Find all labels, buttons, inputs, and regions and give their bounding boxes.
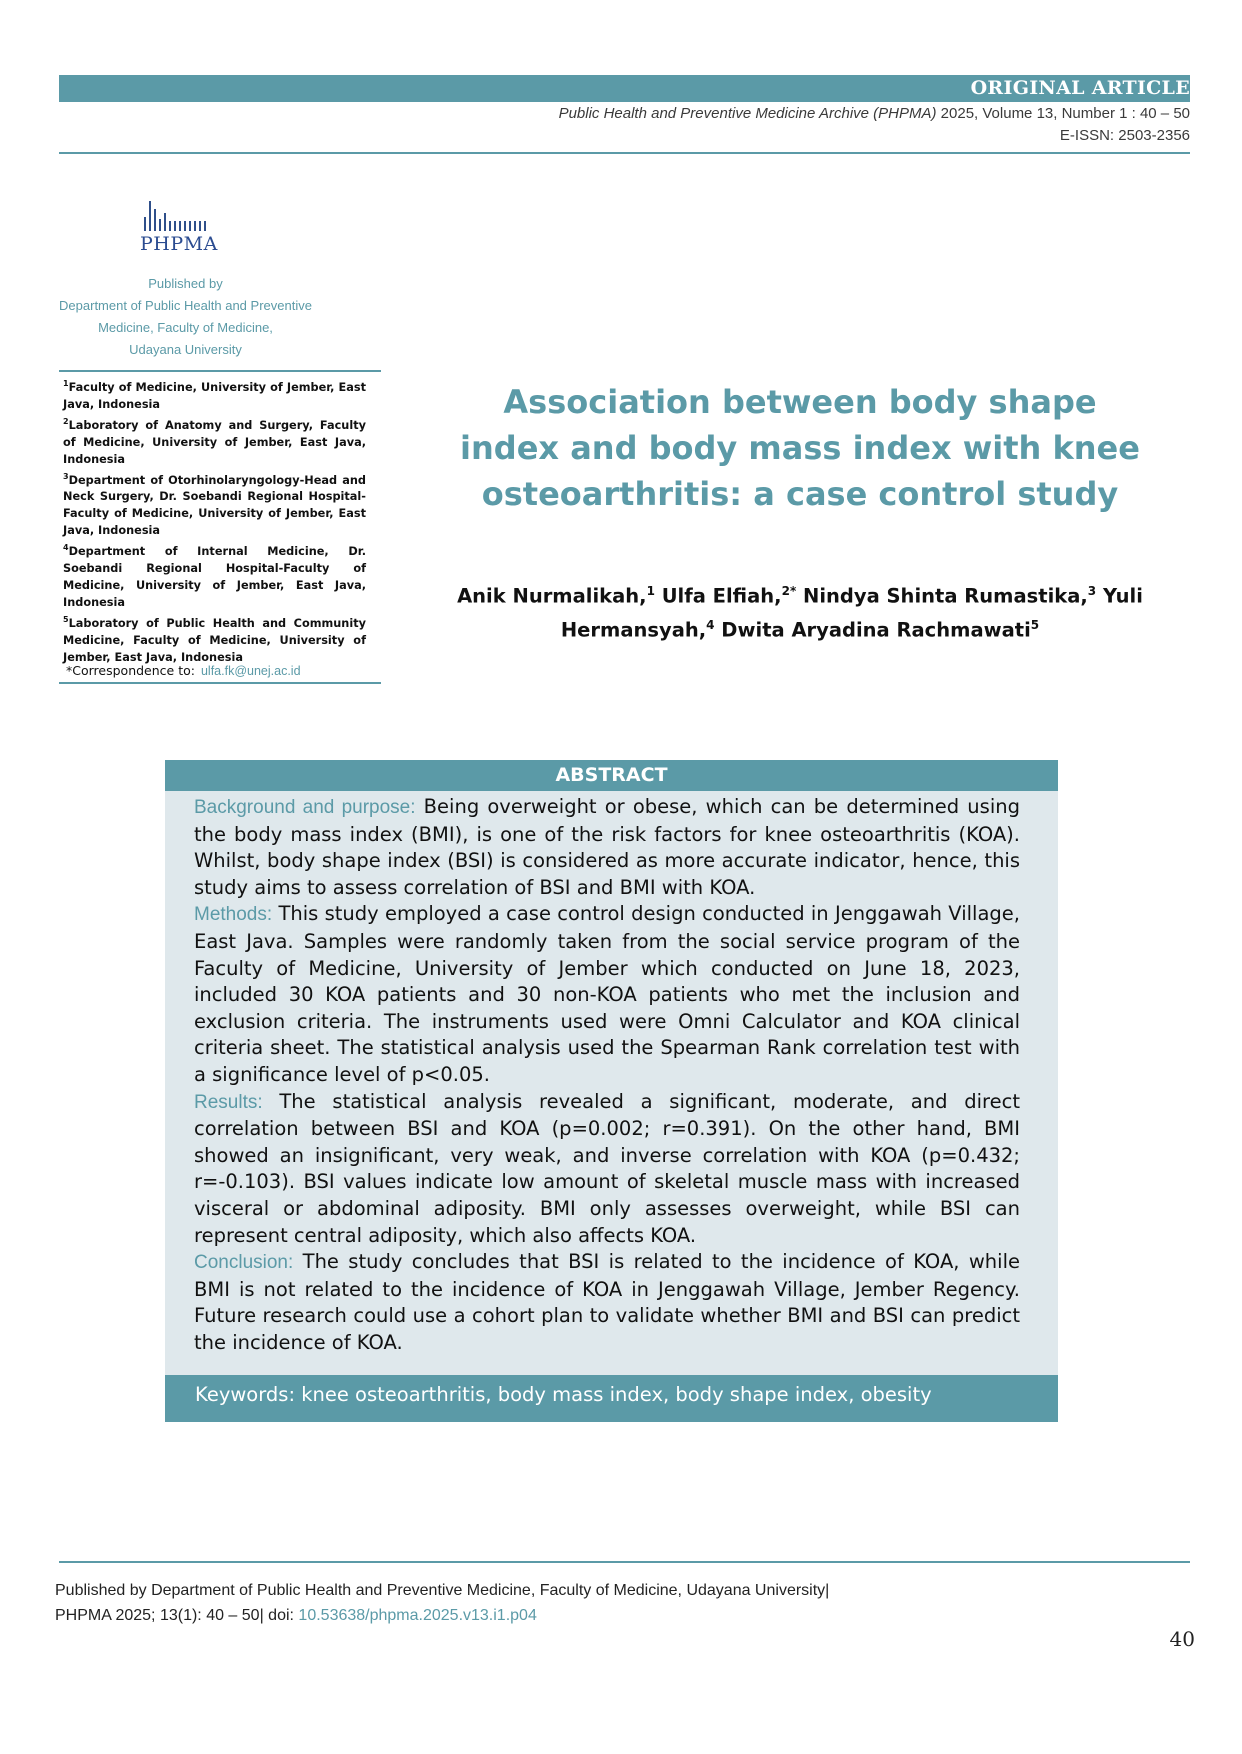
abstract-section-results (194, 1089, 1020, 1250)
affiliations-list (63, 375, 366, 666)
barcode-logo-icon (144, 197, 260, 231)
publisher-line: Department of Public Health and Preventive (59, 298, 312, 313)
author-name: Nindya Shinta Rumastika, (796, 584, 1088, 608)
footer-citation (55, 1607, 537, 1625)
affiliation-item: $^4$Department of Internal Medicine, Dr. Soebandi Regional Hospital-Faculty of Medicine, University of Jember, East Java, Indonesia (63, 543, 366, 610)
section-text: This study employed a case control design conducted in Jenggawah Village, East Java. Samples were randomly taken from the social service program of the Faculty of Medicine, University of Jember which conducted on June 18, 2023, included 30 KOA patients and 30 non-KOA patients who met the inclusion and exclusion criteria. The instruments used were Omni Calculator and KOA clinical criteria sheet. The statistical analysis used the Spearman Rank correlation test with a significance level of p<0.05. (194, 902, 1020, 1086)
page-number: 40 (1169, 1627, 1195, 1651)
keywords-bar (165, 1375, 1058, 1422)
footer-divider (59, 1561, 1190, 1563)
doi-link[interactable]: 10.53638/phpma.2025.v13.i1.p04 (298, 1607, 537, 1624)
section-label: Methods: (194, 904, 273, 926)
author-list (450, 577, 1150, 644)
author-name: Ulfa Elfiah, (654, 584, 782, 608)
publisher-line: Medicine, Faculty of Medicine, (98, 320, 273, 335)
article-title: Association between body shape index and body mass index with knee osteoarthritis: a case control study (460, 383, 1140, 513)
author-affiliation-marker: 5 (1030, 617, 1040, 632)
affiliation-item: $^3$Department of Otorhinolaryngology-Head and Neck Surgery, Dr. Soebandi Regional Hospital-Faculty of Medicine, University of Jember, East Java, Indonesia (63, 471, 366, 538)
publisher-line: Published by (148, 276, 223, 291)
journal-name: Public Health and Preventive Medicine Archive (PHPMA) (558, 105, 937, 122)
author-affiliation-marker: 2* (781, 584, 797, 598)
affiliations-divider-bottom (59, 682, 381, 684)
section-label: Conclusion: (194, 1252, 294, 1274)
affiliation-item: $^2$Laboratory of Anatomy and Surgery, Faculty of Medicine, University of Jember, East Java, Indonesia (63, 416, 366, 466)
section-label: Results: (194, 1091, 263, 1113)
article-type-label: ORIGINAL ARTICLE (970, 77, 1190, 99)
keywords-text: Keywords: knee osteoarthritis, body mass index, body shape index, obesity (195, 1383, 932, 1406)
abstract-section-conclusion (194, 1249, 1020, 1356)
eissn-label: E-ISSN: 2503-2356 (1059, 127, 1190, 144)
author-name: Yuli Hermansyah, (560, 584, 1143, 641)
footer-citation-text: PHPMA 2025; 13(1): 40 – 50| doi: (55, 1607, 299, 1624)
abstract-section-methods (194, 901, 1020, 1088)
abstract-body (194, 794, 1020, 1356)
abstract-section-background (194, 794, 1020, 901)
publisher-block (59, 273, 312, 361)
journal-issue: 2025, Volume 13, Number 1 : 40 – 50 (936, 105, 1190, 122)
correspondence-email-link[interactable]: ulfa.fk@unej.ac.id (200, 664, 301, 678)
section-label: Background and purpose: (194, 797, 416, 818)
section-text: Being overweight or obese, which can be determined using the body mass index (BMI), is one of the risk factors for knee osteoarthritis (KOA). Whilst, body shape index (BSI) is considered as more accurate indicator, hence, this study aims to assess correlation of BSI and BMI with KOA. (194, 795, 1020, 899)
abstract-heading: ABSTRACT (165, 760, 1058, 791)
footer-publisher: Published by Department of Public Health and Preventive Medicine, Faculty of Medicine, Udayana University| (55, 1582, 830, 1599)
author-name: Anik Nurmalikah, (457, 584, 647, 608)
journal-citation-line (559, 105, 1190, 122)
logo-text: PHPMA (140, 233, 218, 255)
affiliations-divider-top (59, 370, 381, 372)
journal-logo (120, 197, 260, 255)
header-divider (59, 152, 1190, 154)
affiliation-item: $^5$Laboratory of Public Health and Community Medicine, Faculty of Medicine, University of Jember, East Java, Indonesia (63, 615, 366, 664)
author-affiliation-marker: 3 (1087, 584, 1097, 598)
author-affiliation-marker: 4 (706, 617, 715, 632)
section-text: The statistical analysis revealed a significant, moderate, and direct correlation between BSI and KOA (p=0.002; r=0.391). On the other hand, BMI showed an insignificant, very weak, and inverse correlation with KOA (p=0.432; r=-0.103). BSI values indicate low amount of skeletal muscle mass with increased visceral or abdominal adiposity. BMI only assesses overweight, while BSI can represent central adiposity, which also affects KOA. (194, 1089, 1020, 1247)
publisher-line: Udayana University (129, 342, 242, 357)
affiliation-item: $^1$Faculty of Medicine, University of Jember, East Java, Indonesia (63, 379, 366, 411)
correspondence (66, 663, 301, 678)
author-name: Dwita Aryadina Rachmawati (714, 618, 1031, 641)
author-affiliation-marker: 1 (646, 584, 655, 598)
correspondence-label: *Correspondence to: (66, 663, 195, 678)
section-text: The study concludes that BSI is related to the incidence of KOA, while BMI is not related to the incidence of KOA in Jenggawah Village, Jember Regency. Future research could use a cohort plan to validate whether BMI and BSI can predict the incidence of KOA. (194, 1250, 1020, 1354)
